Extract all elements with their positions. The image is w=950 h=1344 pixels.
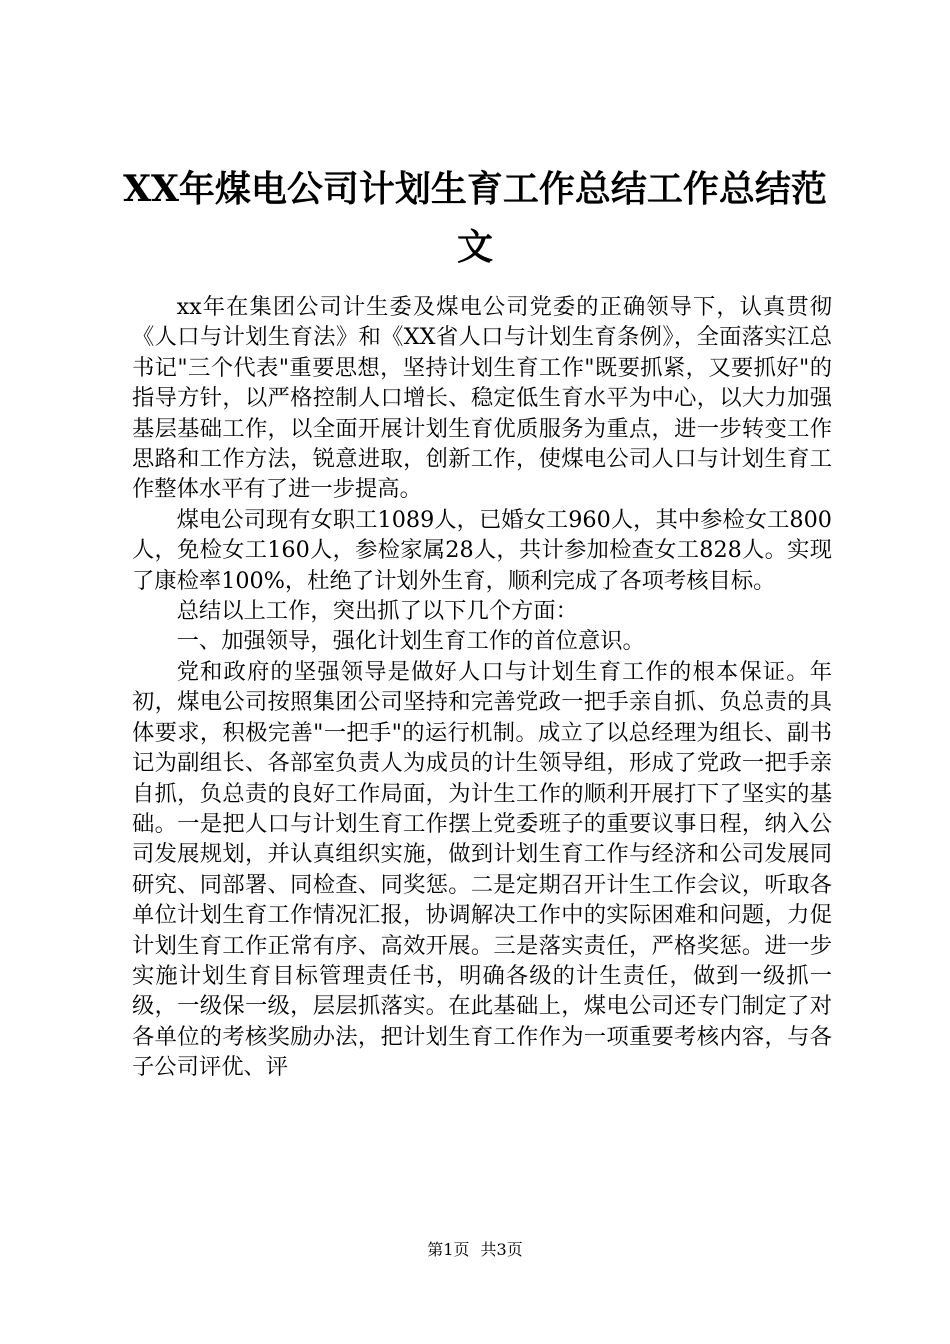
document-body <box>132 292 832 1083</box>
paragraph-intro: xx年在集团公司计生委及煤电公司党委的正确领导下，认真贯彻《人口与计划生育法》和《XX省人口与计划生育条例》，全面落实江总书记"三个代表"重要思想，坚持计划生育工作"既要抓紧，又要抓好"的指导方针，以严格控制人口增长、稳定低生育水平为中心，以大力加强基层基础工作，以全面开展计划生育优质服务为重点，进一步转变工作思路和工作方法，锐意进取，创新工作，使煤电公司人口与计划生育工作整体水平有了进一步提高。 <box>132 294 832 503</box>
page-footer <box>0 1240 950 1260</box>
section-heading-1: 一、加强领导，强化计划生育工作的首位意识。 <box>176 628 645 655</box>
page-number: 第1页 <box>427 1240 470 1259</box>
document-title: XX年煤电公司计划生育工作总结工作总结范文 <box>123 168 827 268</box>
paragraph-summary-lead: 总结以上工作，突出抓了以下几个方面： <box>176 598 578 625</box>
paragraph-statistics: 煤电公司现有女职工1089人，已婚女工960人，其中参检女工800人，免检女工160人，参检家属28人，共计参加检查女工828人。实现了康检率100%，杜绝了计划外生育，顺利完成了各项考核目标。 <box>132 506 832 594</box>
paragraph-leadership: 党和政府的坚强领导是做好人口与计划生育工作的根本保证。年初，煤电公司按照集团公司坚持和完善党政一把手亲自抓、负总责的具体要求，积极完善"一把手"的运行机制。成立了以总经理为组长、副书记为副组长、各部室负责人为成员的计生领导组，形成了党政一把手亲自抓，负总责的良好工作局面，为计生工作的顺利开展打下了坚实的基础。一是把人口与计划生育工作摆上党委班子的重要议事日程，纳入公司发展规划，并认真组织实施，做到计划生育工作与经济和公司发展同研究、同部署、同检查、同奖惩。二是定期召开计生工作会议，听取各单位计划生育工作情况汇报，协调解决工作中的实际困难和问题，力促计划生育工作正常有序、高效开展。三是落实责任，严格奖惩。进一步实施计划生育目标管理责任书，明确各级的计生责任，做到一级抓一级，一级保一级，层层抓落实。在此基础上，煤电公司还专门制定了对各单位的考核奖励办法，把计划生育工作作为一项重要考核内容，与各子公司评优、评 <box>132 658 832 1081</box>
page-total: 共3页 <box>480 1240 523 1259</box>
